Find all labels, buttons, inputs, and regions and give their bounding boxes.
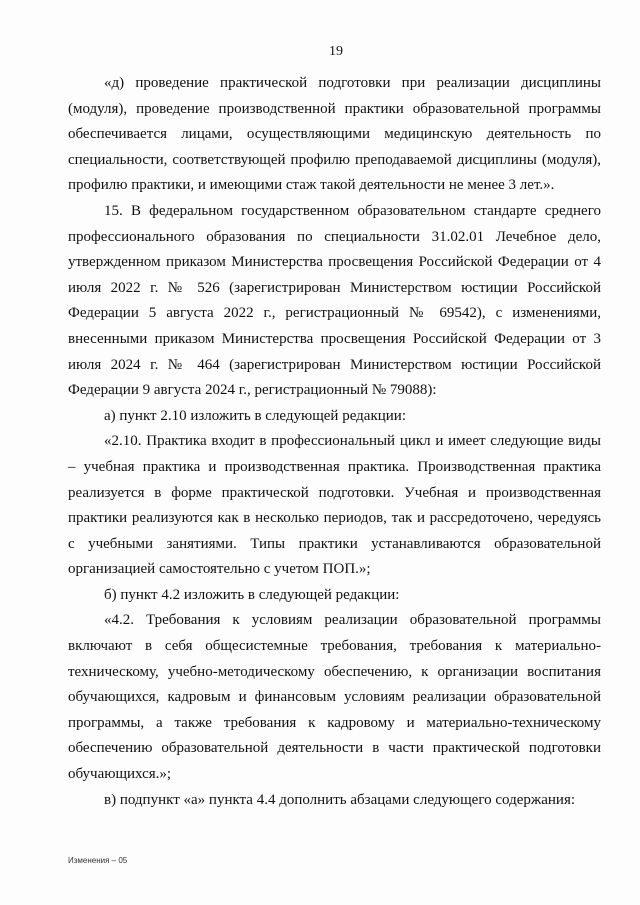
paragraph-d-practical-training: «д) проведение практической подготовки при реализации дисциплины (модуля), проведение производственной практики образовательной программы обеспечивается лицами, осуществляющими медицинскую деятельность по специальности, соответствующей профилю преподаваемой дисциплины (модуля), профилю практики, и имеющими стаж такой деятельности не менее 3 лет.». bbox=[68, 75, 601, 194]
paragraph-v-subitem-4-4: в) подпункт «а» пункта 4.4 дополнить абзацами следующего содержания: bbox=[104, 791, 576, 808]
paragraph-15-fgos-amendment: 15. В федеральном государственном образовательном стандарте среднего профессионального образования по специальности 31.02.01 Лечебное дело, утвержденном приказом Министерства просвещения Российской Федерации от 4 июля 2022 г. № 526 (зарегистрирован Министерством юстиции Российской Федерации 5 августа 2022 г., регистрационный № 69542), с изменениями, внесенными приказом Министерства просвещения Российской Федерации от 3 июля 2024 г. № 464 (зарегистрирован Министерством юстиции Российской Федерации 9 августа 2024 г., регистрационный № 79088): bbox=[68, 202, 601, 399]
document-body bbox=[68, 71, 601, 813]
footer-note: Изменения – 05 bbox=[68, 856, 128, 865]
paragraph-item-4-2-text: «4.2. Требования к условиям реализации образовательной программы включают в себя общесистемные требования, требования к материально-техническому, учебно-методическому обеспечению, к организации воспитания обучающихся, кадровым и финансовым условиям реализации образовательной программы, а также требования к кадровому и материально-техническому обеспечению образовательной деятельности в части практической подготовки обучающихся.»; bbox=[68, 612, 601, 783]
paragraph-b-item-4-2: б) пункт 4.2 изложить в следующей редакции: bbox=[104, 586, 400, 603]
page-number: 19 bbox=[329, 44, 343, 59]
paragraph-item-2-10-text: «2.10. Практика входит в профессиональный цикл и имеет следующие виды – учебная практика и производственная практика. Производственная практика реализуется в форме практической подготовки. Учебная и производственная практики реализуются как в несколько периодов, так и рассредоточено, чередуясь с учебными занятиями. Типы практики устанавливаются образовательной организацией самостоятельно с учетом ПОП.»; bbox=[68, 433, 601, 578]
paragraph-a-item-2-10: а) пункт 2.10 изложить в следующей редакции: bbox=[104, 407, 406, 424]
